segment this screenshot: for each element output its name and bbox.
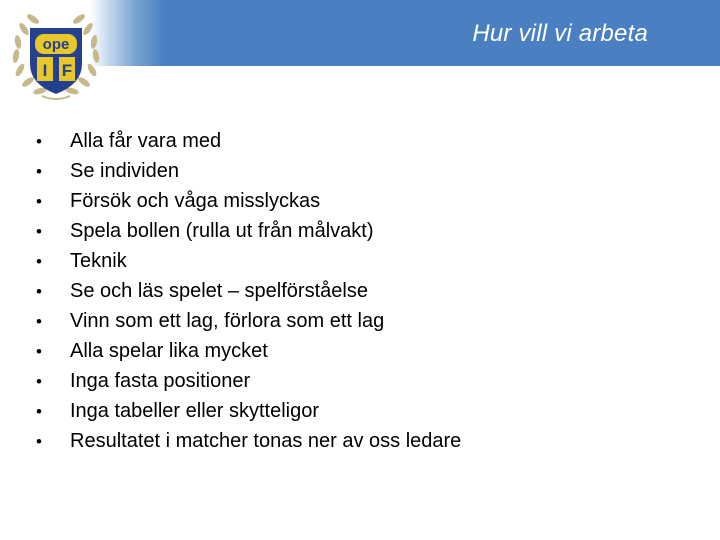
- bullet-icon: •: [36, 192, 42, 211]
- list-item: [36, 276, 696, 306]
- bullet-icon: •: [36, 312, 42, 331]
- bullet-icon: •: [36, 372, 42, 391]
- bullet-list: [36, 126, 696, 456]
- list-item-text: Försök och våga misslyckas: [70, 190, 321, 212]
- svg-text:F: F: [61, 61, 73, 80]
- list-item-text: Teknik: [70, 250, 127, 272]
- bullet-icon: •: [36, 402, 42, 421]
- list-item: [36, 186, 696, 216]
- list-item: [36, 336, 696, 366]
- svg-text:I: I: [42, 61, 48, 80]
- list-item: [36, 366, 696, 396]
- slide-title: Hur vill vi arbeta: [472, 20, 648, 47]
- list-item-text: Resultatet i matcher tonas ner av oss ledare: [70, 430, 462, 452]
- bullet-icon: •: [36, 342, 42, 361]
- list-item: [36, 396, 696, 426]
- list-item: [36, 156, 696, 186]
- list-item-text: Inga fasta positioner: [70, 370, 251, 392]
- list-item-text: Alla spelar lika mycket: [70, 340, 268, 362]
- bullet-icon: •: [36, 252, 42, 271]
- list-item-text: Inga tabeller eller skytteligor: [70, 400, 320, 422]
- list-item-text: Se och läs spelet – spelförståelse: [70, 280, 368, 302]
- list-item-text: Spela bollen (rulla ut från målvakt): [70, 220, 374, 242]
- bullet-icon: •: [36, 432, 42, 451]
- svg-text:ope: ope: [42, 36, 70, 53]
- club-crest-logo: [6, 6, 106, 104]
- list-item-text: Vinn som ett lag, förlora som ett lag: [70, 310, 385, 332]
- list-item-text: Se individen: [70, 160, 179, 182]
- list-item: [36, 426, 696, 456]
- list-item-text: Alla får vara med: [70, 130, 222, 152]
- list-item: [36, 306, 696, 336]
- bullet-icon: •: [36, 132, 42, 151]
- bullet-icon: •: [36, 162, 42, 181]
- list-item: [36, 216, 696, 246]
- list-item: [36, 126, 696, 156]
- bullet-icon: •: [36, 282, 42, 301]
- bullet-icon: •: [36, 222, 42, 241]
- list-item: [36, 246, 696, 276]
